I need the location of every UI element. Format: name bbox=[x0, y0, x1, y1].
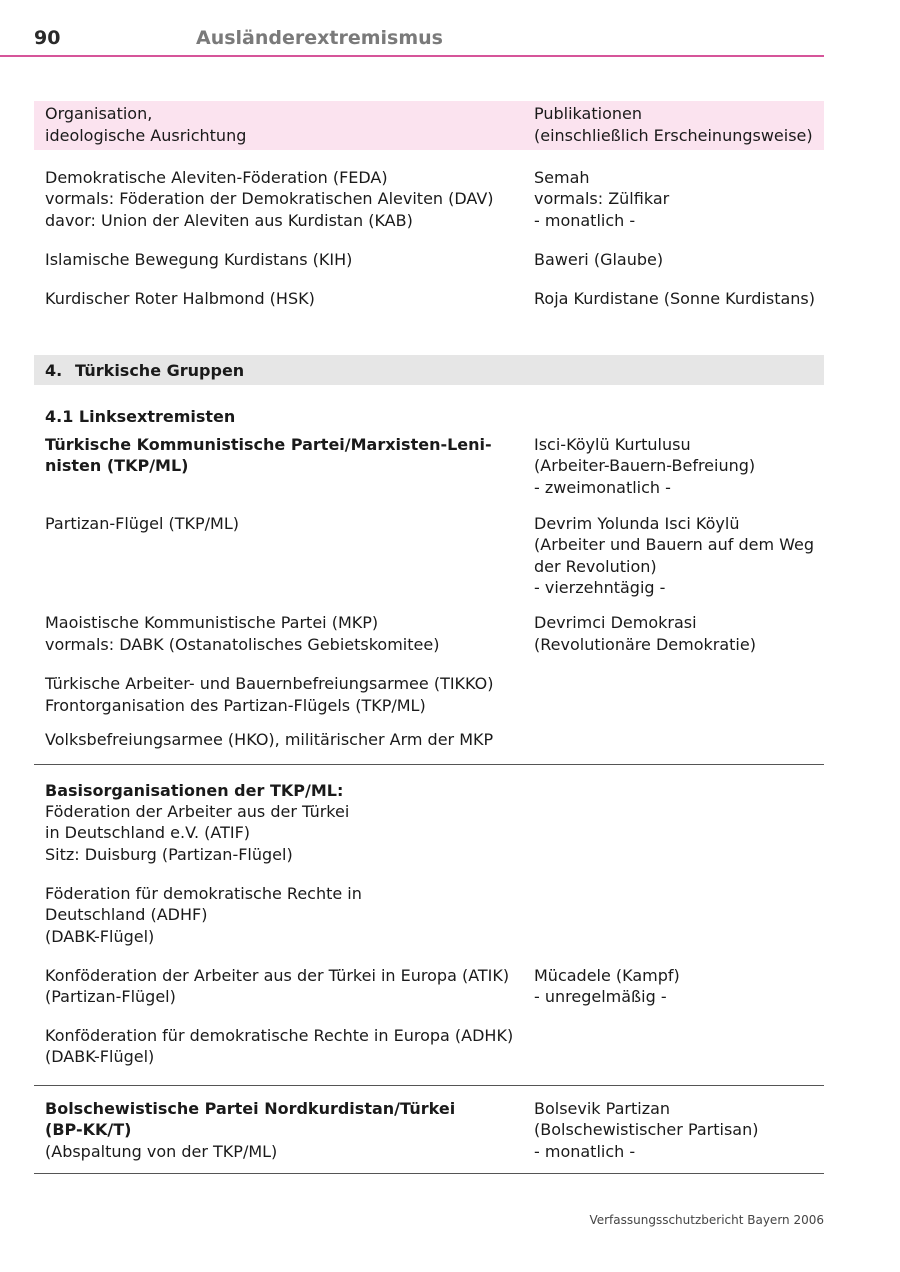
pub-line: Semah bbox=[534, 168, 590, 187]
org-line: (DABK-Flügel) bbox=[45, 927, 155, 946]
org-line: Konföderation der Arbeiter aus der Türkei in Europa (ATIK) bbox=[45, 966, 510, 985]
pub-line: (Arbeiter-Bauern-Befreiung) bbox=[534, 456, 756, 475]
org-line: Islamische Bewegung Kurdistans (KIH) bbox=[45, 250, 353, 269]
org-line: davor: Union der Aleviten aus Kurdistan (KAB) bbox=[45, 211, 413, 230]
page-number: 90 bbox=[34, 27, 61, 49]
org-line: Türkische Arbeiter- und Bauernbefreiungsarmee (TIKKO) bbox=[45, 674, 494, 693]
org-line: Sitz: Duisburg (Partizan-Flügel) bbox=[45, 845, 293, 864]
pub-line: - vierzehntägig - bbox=[534, 578, 666, 597]
pub-line: - zweimonatlich - bbox=[534, 478, 671, 497]
base-orgs-heading: Basisorganisationen der TKP/ML: bbox=[45, 781, 344, 800]
org-line: Föderation der Arbeiter aus der Türkei bbox=[45, 802, 350, 821]
pub-line: (Bolschewistischer Partisan) bbox=[534, 1120, 759, 1139]
org-line-bold: nisten (TKP/ML) bbox=[45, 456, 189, 475]
pub-line: vormals: Zülfikar bbox=[534, 189, 670, 208]
section-title: Türkische Gruppen bbox=[75, 361, 245, 380]
pub-line: Bolsevik Partizan bbox=[534, 1099, 671, 1118]
pub-line: Devrimci Demokrasi bbox=[534, 613, 697, 632]
col2-header-line2: (einschließlich Erscheinungsweise) bbox=[534, 126, 813, 145]
org-line: (DABK-Flügel) bbox=[45, 1047, 155, 1066]
org-line: Volksbefreiungsarmee (HKO), militärischer Arm der MKP bbox=[45, 730, 494, 749]
section-number: 4. bbox=[45, 361, 63, 380]
col2-header-line1: Publikationen bbox=[534, 104, 642, 123]
org-line: Maoistische Kommunistische Partei (MKP) bbox=[45, 613, 379, 632]
org-line: in Deutschland e.V. (ATIF) bbox=[45, 823, 251, 842]
org-line: vormals: Föderation der Demokratischen Aleviten (DAV) bbox=[45, 189, 494, 208]
pub-line: Roja Kurdistane (Sonne Kurdistans) bbox=[534, 289, 816, 308]
org-line: Deutschland (ADHF) bbox=[45, 905, 208, 924]
header-rule bbox=[0, 55, 824, 57]
org-note: (Abspaltung von der TKP/ML) bbox=[45, 1142, 278, 1161]
org-line: Demokratische Aleviten-Föderation (FEDA) bbox=[45, 168, 388, 187]
row-divider bbox=[34, 1173, 824, 1174]
org-line-bold: (BP-KK/T) bbox=[45, 1120, 132, 1139]
pub-line: Isci-Köylü Kurtulusu bbox=[534, 435, 691, 454]
pub-line: der Revolution) bbox=[534, 557, 657, 576]
pub-line: (Arbeiter und Bauern auf dem Weg bbox=[534, 535, 815, 554]
pub-line: Devrim Yolunda Isci Köylü bbox=[534, 514, 740, 533]
row-divider bbox=[34, 764, 824, 765]
org-line: Kurdischer Roter Halbmond (HSK) bbox=[45, 289, 315, 308]
row-divider bbox=[34, 1085, 824, 1086]
pub-line: Baweri (Glaube) bbox=[534, 250, 664, 269]
page-footer: Verfassungsschutzbericht Bayern 2006 bbox=[589, 1213, 824, 1227]
org-line-bold: Türkische Kommunistische Partei/Marxisten-Leni- bbox=[45, 435, 492, 454]
org-line-bold: Bolschewistische Partei Nordkurdistan/Türkei bbox=[45, 1099, 456, 1118]
col1-header-line1: Organisation, bbox=[45, 104, 153, 123]
org-line: Konföderation für demokratische Rechte in Europa (ADHK) bbox=[45, 1026, 514, 1045]
pub-line: - monatlich - bbox=[534, 1142, 636, 1161]
org-line: Partizan-Flügel (TKP/ML) bbox=[45, 514, 239, 533]
pub-line: Mücadele (Kampf) bbox=[534, 966, 680, 985]
org-line: vormals: DABK (Ostanatolisches Gebietskomitee) bbox=[45, 635, 440, 654]
pub-line: (Revolutionäre Demokratie) bbox=[534, 635, 756, 654]
running-title: Ausländerextremismus bbox=[196, 27, 443, 49]
subsection-title: 4.1 Linksextremisten bbox=[45, 407, 236, 426]
org-line: (Partizan-Flügel) bbox=[45, 987, 176, 1006]
org-line: Frontorganisation des Partizan-Flügels (TKP/ML) bbox=[45, 696, 426, 715]
pub-line: - unregelmäßig - bbox=[534, 987, 667, 1006]
org-line: Föderation für demokratische Rechte in bbox=[45, 884, 362, 903]
pub-line: - monatlich - bbox=[534, 211, 636, 230]
col1-header-line2: ideologische Ausrichtung bbox=[45, 126, 247, 145]
